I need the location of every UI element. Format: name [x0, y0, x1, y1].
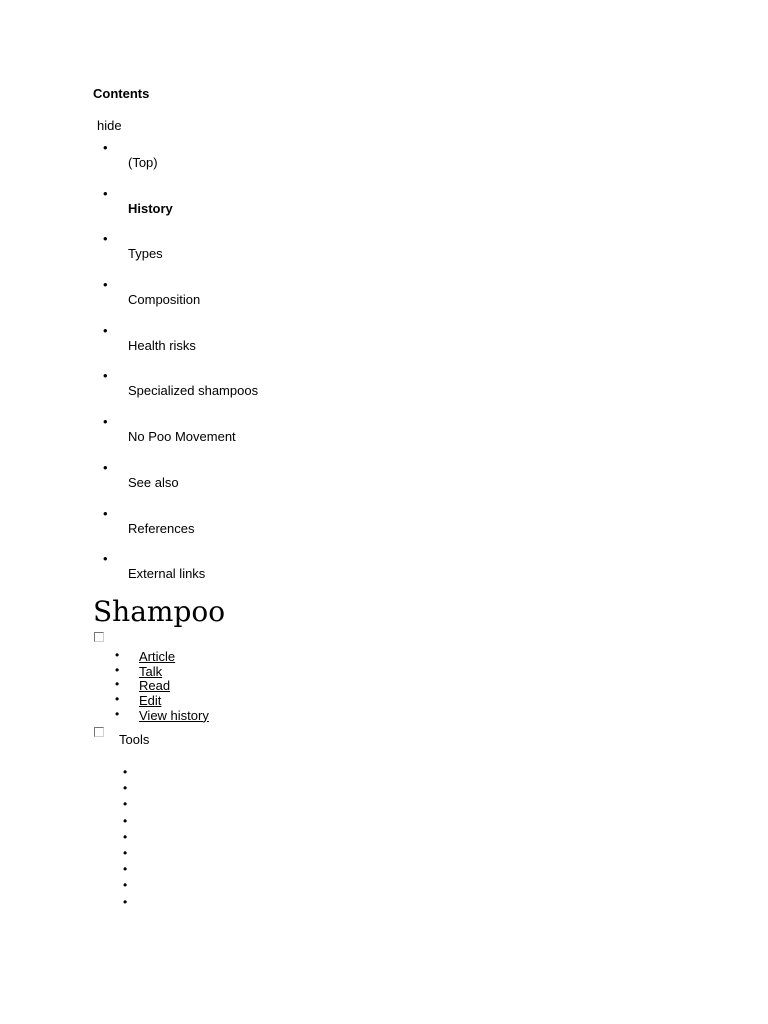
bullet-icon: •	[115, 692, 120, 707]
bullet-icon: •	[123, 894, 128, 909]
bullet-icon: •	[115, 677, 120, 692]
tab-view-history-link[interactable]: View history	[139, 707, 209, 723]
bullet-icon: •	[123, 797, 128, 812]
tab-item	[0, 708, 300, 723]
toc-list	[0, 140, 400, 597]
bullet-icon: •	[103, 277, 108, 293]
toc-item-label[interactable]: Specialized shampoos	[128, 383, 259, 399]
bullet-icon: •	[103, 368, 108, 384]
tools-list-item	[0, 814, 200, 830]
bullet-icon: •	[115, 648, 120, 662]
tab-read-link[interactable]: Read	[139, 678, 171, 694]
toc-item	[0, 506, 400, 552]
toc-item	[0, 231, 400, 277]
tools-list-item	[0, 878, 200, 894]
tab-item	[0, 678, 300, 693]
tools-list-item	[0, 895, 200, 911]
toc-hide-toggle[interactable]: hide	[97, 118, 122, 133]
tools-label[interactable]: Tools	[119, 732, 150, 747]
tools-list-item	[0, 846, 200, 862]
tab-item	[0, 693, 300, 708]
toc-item-label[interactable]: References	[128, 520, 195, 536]
toc-item	[0, 186, 400, 232]
tab-item	[0, 649, 300, 664]
tools-list-item	[0, 830, 200, 846]
toc-item-label[interactable]: Composition	[128, 292, 201, 308]
bullet-icon: •	[123, 878, 128, 893]
tools-list	[0, 765, 200, 911]
tab-article-link[interactable]: Article	[139, 649, 176, 664]
bullet-icon: •	[123, 781, 128, 796]
page-tabs	[0, 649, 300, 722]
toc-item	[0, 140, 400, 186]
page-actions-checkbox[interactable]	[94, 632, 104, 642]
toc-item	[0, 460, 400, 506]
toc-item	[0, 277, 400, 323]
bullet-icon: •	[123, 813, 128, 828]
bullet-icon: •	[115, 706, 120, 721]
bullet-icon: •	[123, 765, 128, 779]
bullet-icon: •	[103, 140, 108, 155]
toc-item-label[interactable]: (Top)	[128, 155, 158, 170]
toc-item	[0, 323, 400, 369]
bullet-icon: •	[103, 231, 108, 247]
toc-item	[0, 414, 400, 460]
tab-edit-link[interactable]: Edit	[139, 693, 162, 709]
tools-list-item	[0, 862, 200, 878]
bullet-icon: •	[103, 459, 108, 475]
toc-item	[0, 368, 400, 414]
toc-item-label[interactable]: See also	[128, 474, 179, 490]
page-title: Shampoo	[93, 595, 226, 628]
tab-item	[0, 664, 300, 679]
tools-list-item	[0, 797, 200, 813]
toc-item-label[interactable]: Types	[128, 246, 163, 262]
tools-list-item	[0, 781, 200, 797]
tools-checkbox[interactable]	[94, 727, 104, 737]
toc-item-label[interactable]: Health risks	[128, 337, 196, 353]
bullet-icon: •	[103, 505, 108, 521]
bullet-icon: •	[103, 185, 108, 201]
toc-item-label[interactable]: No Poo Movement	[128, 429, 236, 445]
bullet-icon: •	[103, 551, 108, 567]
bullet-icon: •	[123, 845, 128, 860]
bullet-icon: •	[115, 662, 120, 677]
toc-heading: Contents	[93, 86, 150, 101]
toc-item	[0, 551, 400, 597]
toc-item-label[interactable]: History	[128, 200, 173, 216]
tools-list-item	[0, 765, 200, 781]
bullet-icon: •	[123, 862, 128, 877]
tab-talk-link[interactable]: Talk	[139, 663, 163, 679]
bullet-icon: •	[103, 322, 108, 338]
toc-item-label[interactable]: External links	[128, 566, 206, 582]
bullet-icon: •	[123, 829, 128, 844]
bullet-icon: •	[103, 414, 108, 430]
